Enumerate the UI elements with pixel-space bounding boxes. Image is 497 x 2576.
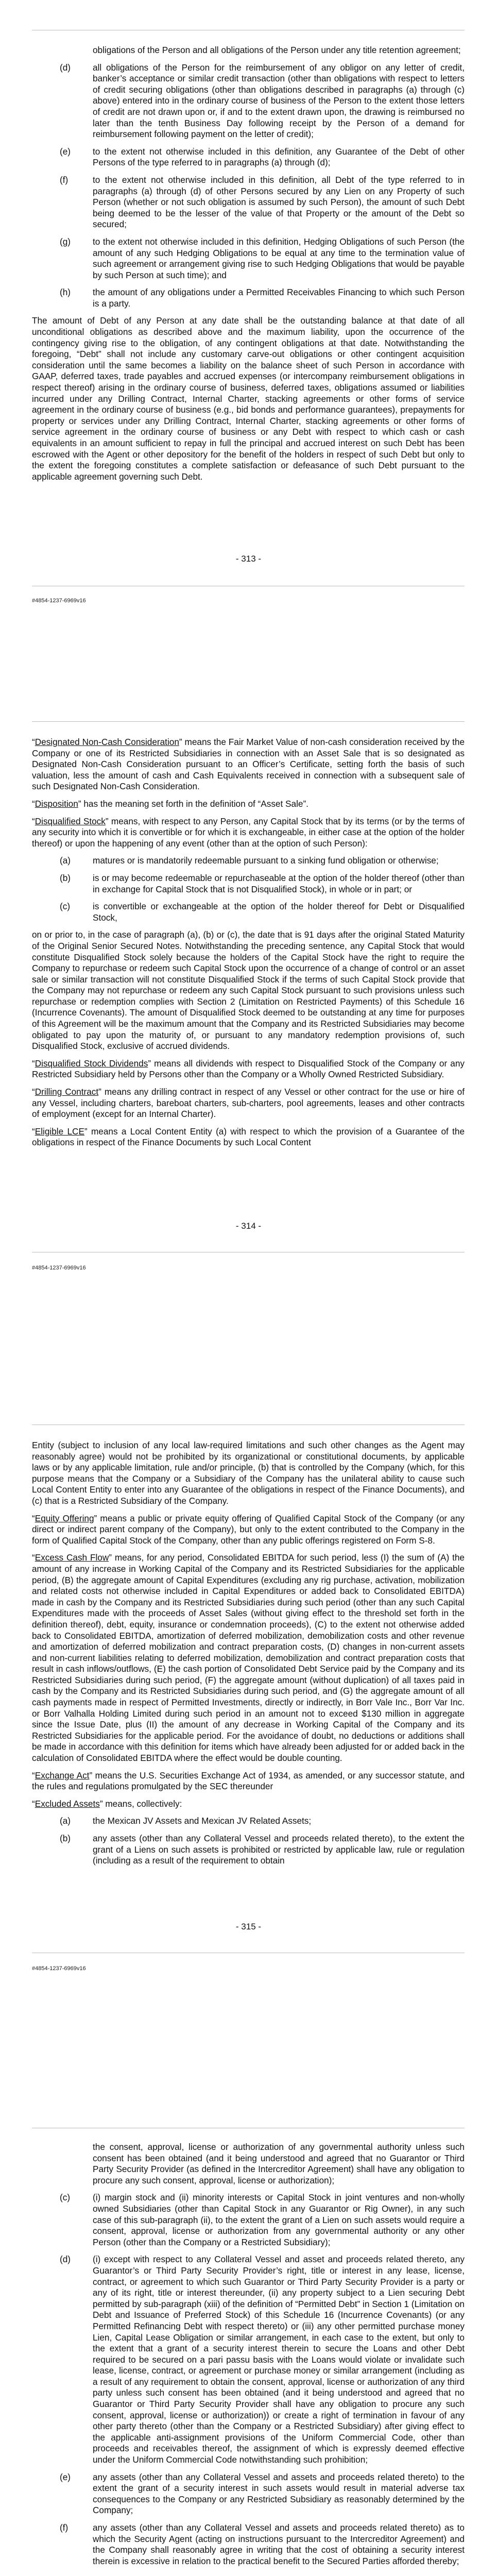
page-number: - 314 - — [235, 1221, 262, 1231]
list-item-text: any assets (other than any Collateral Vessel and proceeds related thereto), to the extent the grant of a Liens on such assets is prohibited or restricted by applicable law, rule or regulation (including as a result of the requirement to obtain — [93, 1833, 465, 1866]
list-item-label: (d) — [60, 2254, 71, 2265]
page-number: - 313 - — [235, 554, 262, 564]
list-item-text: all obligations of the Person for the reimbursement of any obligor on any letter of credit, banker’s acceptance or similar credit transaction (other than obligations with respect to letters of credit securing obligations (other than obligations described in paragraphs (a) through (c) above) entered into in the ordinary course of business of the Person to the extent those letters of credit are not drawn upon or, if and to the extent drawn upon, the drawing is reimbursed no later than the tenth Business Day following receipt by the Person of a demand for reimbursement following payment on the letter of credit); — [93, 62, 465, 140]
definition-eligible-lce: “Eligible LCE” means a Local Content Entity (a) with respect to which the provision of a Guarantee of the obligations in respect of the Finance Documents by such Local Content — [32, 1126, 465, 1148]
definition-disqualified-stock: “Disqualified Stock” means, with respect to any Person, any Capital Stock that by its terms (or by the terms of any security into which it is convertible or for which it is exchangeable, in either case at the option of the holder thereof) or upon the happening of any event (other than at the option of such Person): — [32, 816, 465, 849]
list-item-label: (c) — [60, 2192, 71, 2203]
defined-term: Exchange Act — [35, 1770, 90, 1781]
definition-text: means, collectively: — [102, 1798, 182, 1809]
definition-text: has the meaning set forth in the definition of “Asset Sale”. — [81, 798, 309, 809]
defined-term: Disqualified Stock — [35, 816, 106, 826]
definition-excluded-assets: “Excluded Assets” means, collectively: — [32, 1798, 182, 1809]
list-item-text: the amount of any obligations under a Permitted Receivables Financing to which such Person is a party. — [93, 287, 465, 309]
page-316-body — [32, 2142, 465, 2573]
list-item — [32, 901, 465, 923]
list-item-label: (a) — [60, 855, 71, 866]
defined-term: Disposition — [35, 798, 78, 809]
defined-term: Disqualified Stock Dividends — [35, 1058, 148, 1069]
definition-text: means any drilling contract in respect of any Vessel or other contract for the use or hire of any Vessel, including charters, bareboat charters, sub-charters, pool agreements, leases and other contracts of employment (except for an Internal Charter). — [32, 1087, 465, 1120]
list-item — [32, 62, 465, 140]
list-item-label: (f) — [60, 2522, 68, 2533]
list-item-label: (b) — [60, 1833, 71, 1843]
page-315-body — [32, 1440, 465, 1873]
list-item-text: to the extent not otherwise included in this definition, Hedging Obligations of such Person (the amount of any such Hedging Obligations to be equal at any time to the termination value of such agreement or arrangement giving rise to such Hedging Obligations that would be payable by such Person at such time); and — [93, 236, 465, 280]
definition-text: means, for any period, Consolidated EBITDA for such period, less (I) the sum of (A) the amount of any increase in Working Capital of the Company and its Restricted Subsidiaries for the applicable period, (B) the aggregate amount of Capital Expenditures (excluding any rig purchase, activation, mobilization and related costs not otherwise included in Capital Expenditures or added back to Consolidated EBITDA) made in cash by the Company and its Restricted Subsidiaries during such period (other than any such Capital Expenditures made with the proceeds of Asset Sales (without giving effect to the threshold set forth in the definition thereof), debt, equity, insurance or condemnation proceeds), (C) to the extent not otherwise added back to Consolidated EBITDA, amortization of deferred mobilization, demobilization costs and other revenue and amortization of deferred mobilization and contract preparation costs, (D) changes in non-current assets and non-current liabilities relating to deferred mobilization, demobilization and contract preparation costs that result in cash inflows/outflows, (E) the cash portion of Consolidated Debt Service paid by the Company and its Restricted Subsidiaries during such period, (F) the aggregate amount (without duplication) of all taxes paid in cash by the Company and its Restricted Subsidiaries during such period, and (G) the aggregate amount of all cash payments made in respect of Permitted Investments, directly or indirectly, in Borr Vale Inc., Borr Var Inc. or Borr Valhalla Holding Limited during such period in an amount not to exceed $130 million in aggregate since the Issue Date, plus (II) the amount of any decrease in Working Capital of the Company and its Restricted Subsidiaries for the applicable period. For the avoidance of doubt, no deductions or additions shall be made in accordance with this definition for items which have already been adjusted for or added back in the calculation of Consolidated EBITDA where the effect would be double counting. — [32, 1552, 465, 1764]
continuation-text: obligations of the Person and all obligations of the Person under any title retention agreement; — [93, 45, 461, 55]
list-item-text: (i) except with respect to any Collateral Vessel and asset and proceeds related thereto, any Guarantor’s or Third Party Security Provider’s right, title or interest in any lease, license, contract, or agreement to which such Guarantor or Third Party Security Provider is a party or any of its right, title or interest thereunder, (ii) any property subject to a Lien securing Debt permitted by sub-paragraph (xiii) of the definition of “Permitted Debt” in Section 1 (Limitation on Debt and Issuance of Preferred Stock) of this Schedule 16 (Incurrence Covenants) (or any Permitted Refinancing Debt with respect thereto) or (iii) any other permitted purchase money Lien, Capital Lease Obligation or similar arrangement, in each case to the extent, but only to the extent that a grant of a security interest therein to secure the Loans and other Debt required to be secured on a pari passu basis with the Loans would violate or invalidate such lease, license, contract, or agreement or purchase money or similar arrangement (including as a result of any requirement to obtain the consent, approval, license or authorization of any third party unless such consent has been obtained (and it being understood and agreed that no Guarantor or Third Party Security Provider shall have any obligation to procure any such consent, approval, license or authorization)) or create a right of termination in favour of any other party thereto (other than the Company or a Restricted Subsidiary) after giving effect to the applicable anti-assignment provisions of the Uniform Commercial Code, other than proceeds and receivables thereof, the assignment of which is expressly deemed effective under the Uniform Commercial Code notwithstanding such prohibition; — [93, 2254, 465, 2465]
definition-text: means, with respect to any Person, any Capital Stock that by its terms (or by the terms of any security into which it is convertible or for which it is exchangeable, in either case at the option of the holder thereof) or upon the happening of any event (other than at the option of such Person): — [32, 816, 465, 849]
list-item-text: to the extent not otherwise included in this definition, any Guarantee of the Debt of other Persons of the type referred to in paragraphs (a) through (d); — [93, 146, 465, 168]
defined-term: Excess Cash Flow — [35, 1552, 109, 1563]
eligible-lce-continuation: Entity (subject to inclusion of any local law-required limitations and such other changes as the Agent may reasonably agree) would not be prohibited by its organizational or constitutional documents, by applicable laws or by any applicable limitation, rule and/or principle, (b) that is controlled by the Company (which, for this purpose means that the Company or a Subsidiary of the Company has the unilateral ability to cause such Local Content Entity to enter into any Guarantee of the obligations in respect of the Finance Documents), and (c) that is a Restricted Subsidiary of the Company. — [32, 1440, 465, 1506]
definition-disqualified-stock-dividends: “Disqualified Stock Dividends” means all dividends with respect to Disqualified Stock of the Company or any Restricted Subsidiary held by Persons other than the Company or a Wholly Owned Restricted Subsidiary. — [32, 1058, 465, 1080]
disqualified-stock-closing: on or prior to, in the case of paragraph (a), (b) or (c), the date that is 91 days after the original Stated Maturity of the Original Senior Secured Notes. Notwithstanding the preceding sentence, any Capital Stock that would constitute Disqualified Stock solely because the holders of the Capital Stock have the right to require the Company to repurchase or redeem such Capital Stock upon the occurrence of a change of control or an asset sale or similar transaction will not constitute Disqualified Stock if the terms of such Capital Stock provide that the Company may not repurchase or redeem any such Capital Stock pursuant to such provisions unless such repurchase or redemption complies with Section 2 (Limitation on Restricted Payments) of this Schedule 16 (Incurrence Covenants). The amount of Disqualified Stock deemed to be outstanding at any time for purposes of this Agreement will be the maximum amount that the Company and its Restricted Subsidiaries may become obligated to pay upon the maturity of, or pursuant to any mandatory redemption provisions of, such Disqualified Stock, exclusive of accrued dividends. — [32, 929, 465, 1052]
defined-term: Designated Non-Cash Consideration — [35, 737, 179, 747]
list-item — [32, 2192, 465, 2248]
definition-equity-offering: “Equity Offering” means a public or private equity offering of Qualified Capital Stock of the Company (or any direct or indirect parent company of the Company), but only to the extent contributed to the Company in the form of Qualified Capital Stock of the Company, other than any public offerings registered on Form S-8. — [32, 1513, 465, 1546]
definition-text: means the Fair Market Value of non-cash consideration received by the Company or one of its Restricted Subsidiaries in connection with an Asset Sale that is so designated as Designated Non-Cash Consideration pursuant to an Officer’s Certificate, setting forth the basis of such valuation, less the amount of cash and Cash Equivalents received in connection with a subsequent sale of such Designated Non-Cash Consideration. — [32, 737, 465, 792]
page-313-body — [32, 45, 465, 488]
defined-term: Drilling Contract — [35, 1087, 99, 1097]
list-item — [32, 236, 465, 281]
list-item-label: (f) — [60, 174, 68, 185]
list-item-text: any assets (other than any Collateral Vessel and assets and proceeds related thereto) as to which the Security Agent (acting on instructions pursuant to the Intercreditor Agreement) and the Company shall reasonably agree in writing that the cost of obtaining a security interest therein is excessive in relation to the practical benefit to the Secured Parties afforded thereby; — [93, 2522, 465, 2566]
list-item-label: (g) — [60, 236, 71, 247]
page-number: - 315 - — [235, 1922, 262, 1931]
list-item-text: to the extent not otherwise included in this definition, all Debt of the type referred to in paragraphs (a) through (d) of other Persons secured by any Lien on any Property of such Person (whether or not such obligation is assumed by such Person), the amount of such Debt being deemed to be the lesser of the value of that Property or the amount of the Debt so secured; — [93, 174, 465, 230]
page-314-body — [32, 737, 465, 1155]
list-item-text: is or may become redeemable or repurchaseable at the option of the holder thereof (other than in exchange for Capital Stock that is not Disqualified Stock), in whole or in part; or — [93, 872, 465, 894]
definition-text: means a public or private equity offering of Qualified Capital Stock of the Company (or any direct or indirect parent company of the Company), but only to the extent contributed to the Company in the form of Qualified Capital Stock of the Company, other than any public offerings registered on Form S-8. — [32, 1513, 465, 1546]
list-item-label: (c) — [60, 901, 71, 912]
definition-exchange-act: “Exchange Act” means the U.S. Securities Exchange Act of 1934, as amended, or any successor statute, and the rules and regulations promulgated by the SEC thereunder — [32, 1770, 465, 1792]
definition-designated-non-cash: “Designated Non-Cash Consideration” means the Fair Market Value of non-cash consideration received by the Company or one of its Restricted Subsidiaries in connection with an Asset Sale that is so designated as Designated Non-Cash Consideration pursuant to an Officer’s Certificate, setting forth the basis of such valuation, less the amount of cash and Cash Equivalents received in connection with a subsequent sale of such Designated Non-Cash Consideration. — [32, 737, 465, 792]
list-item-text: is convertible or exchangeable at the option of the holder thereof for Debt or Disqualified Stock, — [93, 901, 465, 923]
list-item-label: (e) — [60, 2471, 71, 2482]
list-item-label: (d) — [60, 62, 71, 73]
list-item — [32, 1833, 465, 1867]
document-id: #4854-1237-6969v16 — [32, 1265, 86, 1271]
list-item — [32, 2472, 465, 2516]
list-item-text: matures or is mandatorily redeemable pursuant to a sinking fund obligation or otherwise; — [93, 855, 439, 866]
list-item — [32, 873, 465, 895]
list-item-label: (e) — [60, 146, 71, 157]
list-item-text: (i) margin stock and (ii) minority interests or Capital Stock in joint ventures and non-wholly owned Subsidiaries (other than Capital Stock in any Guarantor or Rig Owner), in any such case of this sub-paragraph (ii), to the extent the grant of a Lien on such assets would require a consent, approval, license or authorization from any governmental authority or any other Person (other than the Company or a Restricted Subsidiary); — [93, 2192, 465, 2247]
document-id: #4854-1237-6969v16 — [32, 1965, 86, 1972]
list-item — [32, 175, 465, 230]
defined-term: Excluded Assets — [35, 1798, 100, 1809]
debt-amount-paragraph: The amount of Debt of any Person at any date shall be the outstanding balance at that date of all unconditional obligations as described above and the maximum liability, upon the occurrence of the contingency giving rise to the obligation, of any contingent obligations at that date. Notwithstanding the foregoing, “Debt” shall not include any customary carve-out obligations or other contingent acquisition consideration until the same becomes a liability on the balance sheet of such Person in accordance with GAAP, deferred taxes, trade payables and accrued expenses (or intercompany reimbursement obligations in respect thereof) arising in the ordinary course of business, deferred taxes, obligations assumed or liabilities incurred under any Drilling Contract, Internal Charter, stacking agreements or other forms of service agreement in the ordinary course of business (e.g., bid bonds and performance guarantees), prepayments for property or services under any Drilling Contract, Internal Charter, stacking agreements or other forms of service agreement in the ordinary course of business or any Debt with respect to which cash or cash equivalents in an amount sufficient to repay in full the principal and accrued interest on such Debt has been escrowed with the Agent or other depository for the benefit of the holders in respect of such Debt but only to the extent the foregoing constitutes a complete satisfaction or defeasance of such Debt pursuant to the applicable agreement governing such Debt. — [32, 315, 465, 482]
list-item — [32, 2522, 465, 2567]
page-top-rule — [32, 721, 465, 722]
definition-text: means the U.S. Securities Exchange Act of 1934, as amended, or any successor statute, and the rules and regulations promulgated by the SEC thereunder — [32, 1770, 465, 1792]
defined-term: Equity Offering — [35, 1513, 94, 1523]
list-item — [32, 2254, 465, 2465]
list-item — [32, 855, 465, 867]
definition-drilling-contract: “Drilling Contract” means any drilling contract in respect of any Vessel or other contract for the use or hire of any Vessel, including charters, bareboat charters, sub-charters, pool agreements, leases and other contracts of employment (except for an Internal Charter). — [32, 1087, 465, 1120]
list-item-text: any assets (other than any Collateral Vessel and assets and proceeds related thereto) to the extent the grant of a security interest in such assets would result in material adverse tax consequences to the Company or any Restricted Subsidiary as reasonably determined by the Company; — [93, 2471, 465, 2516]
continuation-text: the consent, approval, license or authorization of any governmental authority unless such consent has been obtained (and it being understood and agreed that no Guarantor or Third Party Security Provider (as defined in the Intercreditor Agreement) shall have any obligation to procure any such consent, approval, license or authorization); — [93, 2142, 465, 2185]
list-item — [32, 1816, 465, 1827]
defined-term: Eligible LCE — [35, 1126, 84, 1137]
list-item — [32, 146, 465, 168]
definition-text: means a Local Content Entity (a) with respect to which the provision of a Guarantee of the obligations in respect of the Finance Documents by such Local Content — [32, 1126, 465, 1148]
definition-excess-cash-flow: “Excess Cash Flow” means, for any period, Consolidated EBITDA for such period, less (I) the sum of (A) the amount of any increase in Working Capital of the Company and its Restricted Subsidiaries for the applicable period, (B) the aggregate amount of Capital Expenditures (excluding any rig purchase, activation, mobilization and related costs not otherwise included in Capital Expenditures or added back to Consolidated EBITDA) made in cash by the Company and its Restricted Subsidiaries during such period (other than any such Capital Expenditures made with the proceeds of Asset Sales (without giving effect to the threshold set forth in the definition thereof), debt, equity, insurance or condemnation proceeds), (C) to the extent not otherwise added back to Consolidated EBITDA, amortization of deferred mobilization, demobilization costs and other revenue and amortization of deferred mobilization and contract preparation costs, (D) changes in non-current assets and non-current liabilities relating to deferred mobilization, demobilization and contract preparation costs that result in cash inflows/outflows, (E) the cash portion of Consolidated Debt Service paid by the Company and its Restricted Subsidiaries during such period, (F) the aggregate amount (without duplication) of all taxes paid in cash by the Company and its Restricted Subsidiaries during such period, and (G) the aggregate amount of all cash payments made in respect of Permitted Investments, directly or indirectly, in Borr Vale Inc., Borr Var Inc. or Borr Valhalla Holding Limited during such period in an amount not to exceed $130 million in aggregate since the Issue Date, plus (II) the amount of any decrease in Working Capital of the Company and its Restricted Subsidiaries for the applicable period. For the avoidance of doubt, no deductions or additions shall be made in accordance with this definition for items which have already been adjusted for or added back in the calculation of Consolidated EBITDA where the effect would be double counting. — [32, 1552, 465, 1764]
definition-text: means all dividends with respect to Disqualified Stock of the Company or any Restricted Subsidiary held by Persons other than the Company or a Wholly Owned Restricted Subsidiary. — [32, 1058, 465, 1080]
list-item-label: (h) — [60, 287, 71, 298]
document-id: #4854-1237-6969v16 — [32, 598, 86, 604]
list-item-label: (a) — [60, 1816, 71, 1826]
list-item-text: the Mexican JV Assets and Mexican JV Related Assets; — [93, 1816, 312, 1826]
list-item — [32, 287, 465, 309]
list-item-label: (b) — [60, 872, 71, 883]
definition-disposition: “Disposition” has the meaning set forth in the definition of “Asset Sale”. — [32, 798, 309, 809]
